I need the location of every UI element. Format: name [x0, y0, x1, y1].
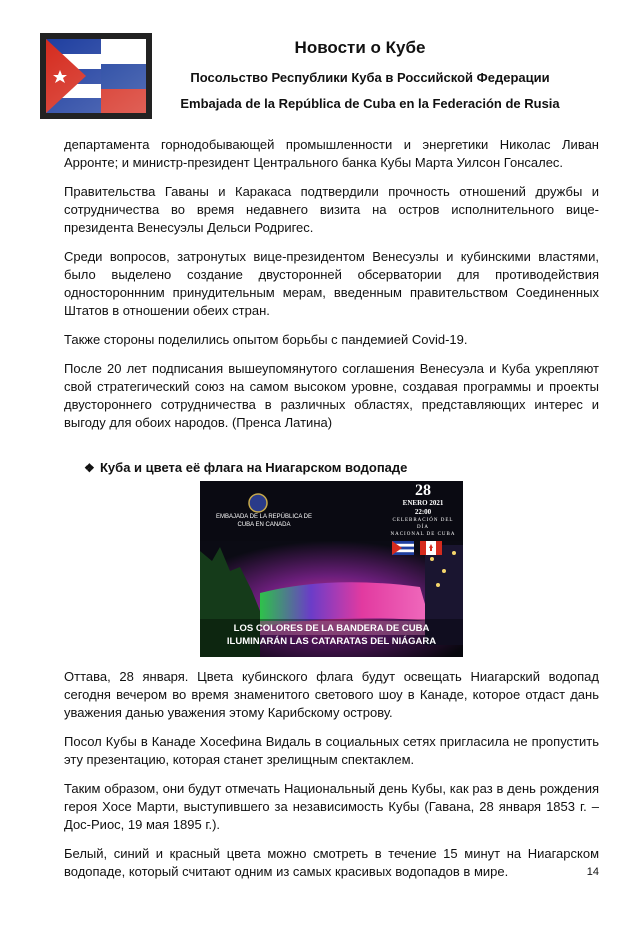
paragraph: Среди вопросов, затронутых вице-президентом Венесуэлы и кубинскими властями, было выделено создание двусторонней обсерватории для противодействия одностороннним принудительным мерам, введенным правительством Соединенных Штатов в отношении обеих стран. [64, 249, 599, 318]
poster-month-year: ENERO 2021 [402, 499, 444, 507]
poster-embassy-line: CUBA EN CANADA [237, 522, 291, 528]
poster-date-block [390, 483, 456, 538]
section-heading-text: Куба и цвета её флага на Ниагарском водопаде [100, 460, 408, 475]
page-number: 14 [586, 866, 599, 878]
article-body [64, 136, 599, 892]
page-title: Новости о Кубе [294, 38, 426, 57]
poster-caption-line: ILUMINARÁN LAS CATARATAS DEL NIÁGARA [226, 636, 437, 647]
paragraph: Таким образом, они будут отмечать Национальный день Кубы, как раз в день рождения героя Хосе Марти, выступившего за независимость Кубы (Гавана, 28 января 1853 г. – Дос-Риос, 19 мая 1895 г.). [64, 781, 599, 832]
poster-caption [200, 622, 463, 648]
poster-day: 28 [415, 482, 431, 499]
niagara-poster-image [200, 481, 463, 657]
paragraph: Белый, синий и красный цвета можно смотреть в течение 15 минут на Ниагарском водопаде, который считают одним из самых красивых водопадов в мире. [64, 846, 599, 879]
embassy-name-es: Embajada de la República de Cuba en la Federación de Rusia [180, 96, 560, 111]
paragraph: После 20 лет подписания вышеупомянутого соглашения Венесуэла и Куба укрепляют свой стратегический союз на самом высоком уровне, создавая программы и проекты двустороннего сотрудничества в различных областях, представляющих интерес и выгоду для обоих народов. (Пренса Латина) [64, 361, 599, 430]
poster-caption-line: LOS COLORES DE LA BANDERA DE CUBA [233, 623, 430, 634]
poster-time: 22:00 [414, 508, 432, 516]
poster-embassy-line: EMBAJADA DE LA REPÚBLICA DE [215, 514, 313, 520]
cuba-flag-icon [392, 541, 414, 555]
flags-logo [40, 33, 152, 119]
poster-celebration-line: NACIONAL DE CUBA [390, 532, 456, 537]
paragraph: департамента горнодобывающей промышленности и энергетики Николас Ливан Арронте; и министр-президент Центрального банка Кубы Марта Уилсон Гонсалес. [64, 137, 599, 170]
embassy-name-ru: Посольство Республики Куба в Российской Федерации [190, 70, 550, 85]
poster-embassy-text [214, 513, 314, 529]
canada-flag-icon [420, 541, 442, 555]
paragraph: Посол Кубы в Канаде Хосефина Видаль в социальных сетях пригласила не пропустить эту презентацию, которая станет зрелищным спектаклем. [64, 734, 599, 767]
section-heading [84, 460, 599, 475]
paragraph: Правительства Гаваны и Каракаса подтвердили прочность отношений дружбы и сотрудничества во время недавнего визита на остров исполнительного вице-президента Венесуэлы Дельси Родригес. [64, 184, 599, 235]
poster-celebration-line: CELEBRACIÓN DEL DÍA [392, 518, 454, 530]
embassy-emblem-icon [249, 494, 267, 512]
paragraph: Оттава, 28 января. Цвета кубинского флага будут освещать Ниагарский водопад сегодня вечером во время знаменитого светового шоу в Канаде, которое отдаст дань уважения данью уважения этому Карибскому острову. [64, 669, 599, 720]
diamond-bullet-icon: ❖ [84, 460, 95, 475]
paragraph: Также стороны поделились опытом борьбы с пандемией Covid-19. [64, 332, 468, 347]
